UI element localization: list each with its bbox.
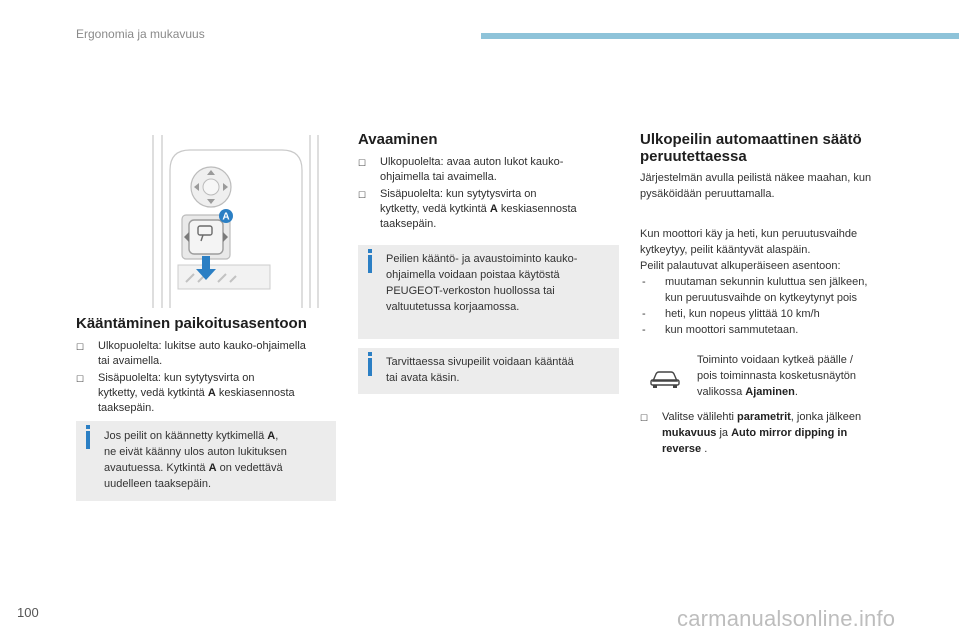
callout-label-a: A [222, 211, 230, 223]
checkbox-bullet-icon: ☐ [640, 413, 649, 423]
info-note-manual: Tarvittaessa sivupeilit voidaan kääntää tai avata käsin. [358, 348, 619, 394]
list-item: ☐ Sisäpuolelta: kun sytytysvirta on kytketty, vedä kytkintä A keskiasennosta taaksepäin. [358, 188, 577, 230]
section-title-folding: Kääntäminen paikoitusasentoon [76, 315, 307, 332]
checkbox-bullet-icon: ☐ [358, 190, 367, 200]
info-icon [368, 358, 372, 376]
info-icon [86, 431, 90, 449]
folding-bullet-list [76, 339, 338, 418]
watermark: carmanualsonline.info [677, 606, 896, 631]
checkbox-bullet-icon: ☐ [76, 342, 85, 352]
page-number: 100 [17, 605, 39, 620]
unfolding-bullet-list [358, 155, 620, 234]
list-item: - heti, kun nopeus ylittää 10 km/h [642, 308, 820, 320]
page-header-title: Ergonomia ja mukavuus [76, 27, 205, 41]
menu-path-bullet [640, 409, 915, 459]
mirror-control-switch-icon [148, 130, 326, 308]
touchscreen-note: Toiminto voidaan kytkeä päälle / pois toiminnasta kosketusnäytön valikossa Ajaminen. [697, 354, 856, 398]
list-item: ☐ Valitse välilehti parametrit, jonka jälkeen mukavuus ja Auto mirror dipping in reverse . [640, 411, 862, 455]
info-note-deactivate: Peilien kääntö- ja avaustoiminto kauko- ohjaimella voidaan poistaa käytöstä PEUGEOT-verkoston huollossa tai valtuutetussa korjaamossa. [358, 245, 619, 339]
checkbox-bullet-icon: ☐ [76, 374, 85, 384]
list-item: ☐ Ulkopuolelta: avaa auton lukot kauko- ohjaimella tai avaimella. [358, 156, 564, 183]
info-icon [368, 255, 372, 273]
restore-conditions-list [640, 274, 910, 338]
intro-paragraph: Järjestelmän avulla peilistä näkee maahan, kun pysäköidään peruuttamalla. [640, 172, 872, 200]
list-item: - muutaman sekunnin kuluttua sen jälkeen, kun peruutusvaihde on kytkeytynyt pois [642, 276, 868, 304]
behavior-paragraph: Kun moottori käy ja heti, kun peruutusvaihde kytkeytyy, peilit kääntyvät alaspäin. Peilit palautuvat alkuperäiseen asentoon: [640, 228, 858, 272]
list-item: ☐ Sisäpuolelta: kun sytytysvirta on kytketty, vedä kytkintä A keskiasennosta taaksepäin. [76, 372, 295, 414]
info-note-folding: Jos peilit on käännetty kytkimellä A, ne eivät käänny ulos auton lukituksen avautuessa. Kytkintä A on vedettävä uudelleen taaksepäin. [76, 421, 336, 501]
section-title-unfolding: Avaaminen [358, 131, 438, 148]
checkbox-bullet-icon: ☐ [358, 158, 367, 168]
header-accent-bar [481, 33, 959, 39]
section-title-reverse-dipping: Ulkopeilin automaattinen säätö peruutettaessa [640, 131, 862, 165]
mirror-control-illustration [148, 130, 326, 308]
list-item: ☐ Ulkopuolelta: lukitse auto kauko-ohjaimella tai avaimella. [76, 340, 306, 367]
list-item: - kun moottori sammutetaan. [642, 324, 799, 336]
car-settings-icon [647, 366, 683, 390]
